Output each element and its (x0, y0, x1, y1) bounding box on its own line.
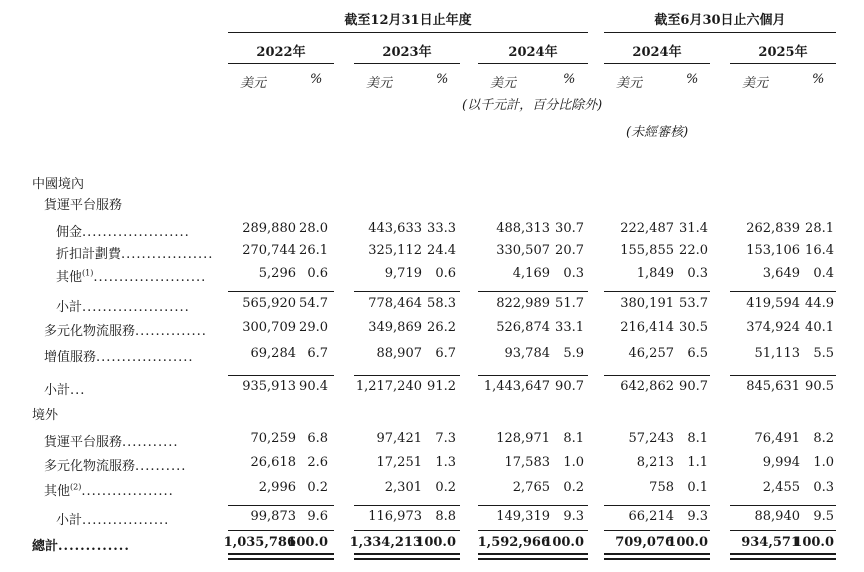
amount-cell: 88,907 (376, 346, 422, 361)
unit-pct: % (686, 72, 699, 87)
amount-cell: 9,719 (384, 266, 422, 281)
amount-cell: 270,744 (242, 243, 296, 258)
total-rule-top (604, 530, 710, 531)
amount-cell: 76,491 (754, 431, 800, 446)
percent-cell: 16.4 (805, 243, 834, 258)
percent-cell: 33.3 (427, 221, 456, 236)
row-label-text: 小計 (56, 513, 83, 528)
percent-cell: 90.7 (679, 379, 708, 394)
row-label-text: 總計 (32, 539, 59, 554)
row-label (44, 346, 194, 365)
row-label-text: 其他 (44, 484, 71, 499)
percent-cell: 6.5 (687, 346, 708, 361)
subtotal-rule (478, 375, 588, 376)
percent-cell: 44.9 (805, 296, 834, 311)
subtotal-rule (604, 505, 710, 506)
total-double-rule (228, 558, 334, 560)
year-header-2025-h1: 2025年 (758, 45, 808, 60)
percent-cell: 33.1 (555, 320, 584, 335)
amount-cell: 380,191 (620, 296, 674, 311)
year-header-2023: 2023年 (382, 45, 432, 60)
row-label-text: 多元化物流服務 (44, 324, 136, 339)
amount-cell: 709,076 (615, 535, 674, 550)
amount-cell: 1,035,786 (223, 535, 296, 550)
amount-cell: 262,839 (746, 221, 800, 236)
amount-cell: 374,924 (746, 320, 800, 335)
percent-cell: 40.1 (805, 320, 834, 335)
row-label-text: 增值服務 (44, 350, 97, 365)
row-label (56, 266, 206, 285)
amount-cell: 3,649 (762, 266, 800, 281)
amount-cell: 289,880 (242, 221, 296, 236)
leader-dots: .................. (121, 247, 214, 262)
section-domestic: 中國境內 (32, 177, 85, 192)
percent-cell: 1.3 (435, 455, 456, 470)
subtotal-rule (228, 505, 334, 506)
leader-dots: ..................... (82, 225, 190, 240)
percent-cell: 30.7 (555, 221, 584, 236)
amount-cell: 93,784 (504, 346, 550, 361)
unit-pct: % (812, 72, 825, 87)
year-header-2022: 2022年 (256, 45, 306, 60)
row-label (44, 320, 207, 339)
row-label (44, 455, 186, 474)
year-underline (604, 63, 710, 64)
amount-cell: 99,873 (250, 509, 296, 524)
percent-cell: 6.7 (307, 346, 328, 361)
percent-cell: 28.1 (805, 221, 834, 236)
leader-dots: ... (70, 383, 86, 398)
amount-cell: 778,464 (368, 296, 422, 311)
total-double-rule (730, 558, 836, 560)
percent-cell: 9.3 (687, 509, 708, 524)
amount-cell: 155,855 (620, 243, 674, 258)
percent-cell: 53.7 (679, 296, 708, 311)
total-double-rule (604, 553, 710, 555)
amount-cell: 153,106 (746, 243, 800, 258)
percent-cell: 29.0 (299, 320, 328, 335)
amount-cell: 2,455 (762, 480, 800, 495)
percent-cell: 100.0 (287, 535, 328, 550)
amount-cell: 2,765 (512, 480, 550, 495)
amount-cell: 222,487 (620, 221, 674, 236)
row-label-text: 多元化物流服務 (44, 459, 136, 474)
subtotal-rule (354, 375, 460, 376)
percent-cell: 28.0 (299, 221, 328, 236)
footnote-marker: (1) (82, 268, 94, 278)
percent-cell: 51.7 (555, 296, 584, 311)
note-unaudited: (未經審核) (626, 125, 689, 140)
row-label (56, 221, 190, 240)
percent-cell: 9.3 (563, 509, 584, 524)
row-label (56, 509, 169, 528)
percent-cell: 90.4 (299, 379, 328, 394)
percent-cell: 91.2 (427, 379, 456, 394)
amount-cell: 642,862 (620, 379, 674, 394)
subtotal-rule (730, 505, 836, 506)
leader-dots: ............. (58, 539, 130, 554)
amount-cell: 845,631 (746, 379, 800, 394)
amount-cell: 758 (649, 480, 674, 495)
total-double-rule (478, 558, 588, 560)
percent-cell: 30.5 (679, 320, 708, 335)
group-underline-h1 (604, 32, 836, 33)
unit-usd: 美元 (742, 76, 769, 91)
row-label (44, 480, 174, 499)
amount-cell: 66,214 (628, 509, 674, 524)
percent-cell: 1.0 (563, 455, 584, 470)
amount-cell: 1,849 (636, 266, 674, 281)
total-double-rule (228, 553, 334, 555)
percent-cell: 24.4 (427, 243, 456, 258)
unit-pct: % (310, 72, 323, 87)
leader-dots: ..................... (82, 300, 190, 315)
amount-cell: 935,913 (242, 379, 296, 394)
row-label-text: 貨運平台服務 (44, 435, 123, 450)
amount-cell: 526,874 (496, 320, 550, 335)
percent-cell: 100.0 (543, 535, 584, 550)
percent-cell: 9.6 (307, 509, 328, 524)
total-double-rule (354, 558, 460, 560)
year-header-2024-h1: 2024年 (632, 45, 682, 60)
total-double-rule (604, 558, 710, 560)
unit-usd: 美元 (366, 76, 393, 91)
subtotal-rule (354, 291, 460, 292)
amount-cell: 4,169 (512, 266, 550, 281)
percent-cell: 8.1 (563, 431, 584, 446)
amount-cell: 8,213 (636, 455, 674, 470)
leader-dots: ........... (122, 435, 179, 450)
leader-dots: ................... (96, 350, 194, 365)
row-label-text: 其他 (56, 270, 83, 285)
amount-cell: 5,296 (258, 266, 296, 281)
year-underline (228, 63, 334, 64)
subtotal-rule (228, 375, 334, 376)
year-underline (478, 63, 588, 64)
total-double-rule (730, 553, 836, 555)
percent-cell: 1.1 (687, 455, 708, 470)
amount-cell: 216,414 (620, 320, 674, 335)
percent-cell: 5.5 (813, 346, 834, 361)
amount-cell: 57,243 (628, 431, 674, 446)
unit-pct: % (436, 72, 449, 87)
percent-cell: 6.8 (307, 431, 328, 446)
percent-cell: 31.4 (679, 221, 708, 236)
total-rule-top (730, 530, 836, 531)
amount-cell: 325,112 (368, 243, 422, 258)
amount-cell: 70,259 (250, 431, 296, 446)
amount-cell: 1,217,240 (355, 379, 422, 394)
amount-cell: 349,869 (368, 320, 422, 335)
amount-cell: 565,920 (242, 296, 296, 311)
amount-cell: 300,709 (242, 320, 296, 335)
leader-dots: .............. (135, 324, 207, 339)
percent-cell: 54.7 (299, 296, 328, 311)
percent-cell: 8.2 (813, 431, 834, 446)
subtotal-rule (228, 291, 334, 292)
amount-cell: 1,334,213 (349, 535, 422, 550)
amount-cell: 128,971 (496, 431, 550, 446)
amount-cell: 17,583 (504, 455, 550, 470)
amount-cell: 17,251 (376, 455, 422, 470)
percent-cell: 5.9 (563, 346, 584, 361)
total-rule-top (478, 530, 588, 531)
amount-cell: 330,507 (496, 243, 550, 258)
note-thousand: (以千元計，百分比除外) (462, 98, 603, 113)
total-rule-top (228, 530, 334, 531)
amount-cell: 1,443,647 (483, 379, 550, 394)
amount-cell: 2,301 (384, 480, 422, 495)
amount-cell: 69,284 (250, 346, 296, 361)
amount-cell: 149,319 (496, 509, 550, 524)
percent-cell: 1.0 (813, 455, 834, 470)
leader-dots: .................. (81, 484, 174, 499)
section-freight-platform: 貨運平台服務 (44, 198, 123, 213)
year-underline (730, 63, 836, 64)
total-rule-top (354, 530, 460, 531)
amount-cell: 26,618 (250, 455, 296, 470)
amount-cell: 46,257 (628, 346, 674, 361)
amount-cell: 116,973 (368, 509, 422, 524)
amount-cell: 51,113 (754, 346, 800, 361)
unit-usd: 美元 (240, 76, 267, 91)
amount-cell: 9,994 (762, 455, 800, 470)
group-underline-fy (228, 32, 588, 33)
half-year-group-title: 截至6月30日止六個月 (654, 13, 786, 28)
amount-cell: 822,989 (496, 296, 550, 311)
amount-cell: 488,313 (496, 221, 550, 236)
percent-cell: 58.3 (427, 296, 456, 311)
unit-pct: % (563, 72, 576, 87)
row-label-text: 折扣計劃費 (56, 247, 122, 262)
leader-dots: .......... (135, 459, 187, 474)
percent-cell: 0.2 (435, 480, 456, 495)
percent-cell: 0.3 (813, 480, 834, 495)
amount-cell: 97,421 (376, 431, 422, 446)
subtotal-rule (604, 375, 710, 376)
percent-cell: 8.8 (435, 509, 456, 524)
amount-cell: 2,996 (258, 480, 296, 495)
leader-dots: ................. (82, 513, 170, 528)
row-label (44, 431, 178, 450)
amount-cell: 934,571 (741, 535, 800, 550)
percent-cell: 100.0 (667, 535, 708, 550)
percent-cell: 0.3 (563, 266, 584, 281)
percent-cell: 26.1 (299, 243, 328, 258)
unit-usd: 美元 (616, 76, 643, 91)
subtotal-rule (478, 291, 588, 292)
percent-cell: 100.0 (415, 535, 456, 550)
percent-cell: 0.2 (307, 480, 328, 495)
total-double-rule (354, 553, 460, 555)
year-underline (354, 63, 460, 64)
footnote-marker: (2) (70, 482, 82, 492)
leader-dots: ...................... (93, 270, 207, 285)
row-label-text: 小計 (56, 300, 83, 315)
amount-cell: 419,594 (746, 296, 800, 311)
percent-cell: 90.5 (805, 379, 834, 394)
percent-cell: 9.5 (813, 509, 834, 524)
percent-cell: 2.6 (307, 455, 328, 470)
percent-cell: 26.2 (427, 320, 456, 335)
percent-cell: 8.1 (687, 431, 708, 446)
percent-cell: 0.2 (563, 480, 584, 495)
percent-cell: 0.4 (813, 266, 834, 281)
subtotal-rule (730, 291, 836, 292)
subtotal-rule (354, 505, 460, 506)
subtotal-rule (730, 375, 836, 376)
percent-cell: 100.0 (793, 535, 834, 550)
percent-cell: 7.3 (435, 431, 456, 446)
row-label-text: 佣金 (56, 225, 83, 240)
row-label (44, 379, 85, 398)
percent-cell: 22.0 (679, 243, 708, 258)
row-label (56, 243, 213, 262)
section-overseas: 境外 (32, 408, 59, 423)
percent-cell: 0.6 (435, 266, 456, 281)
year-header-2024: 2024年 (508, 45, 558, 60)
row-label (56, 296, 190, 315)
percent-cell: 6.7 (435, 346, 456, 361)
percent-cell: 20.7 (555, 243, 584, 258)
amount-cell: 1,592,966 (477, 535, 550, 550)
row-label (32, 535, 130, 554)
percent-cell: 90.7 (555, 379, 584, 394)
subtotal-rule (478, 505, 588, 506)
subtotal-rule (604, 291, 710, 292)
row-label-text: 小計 (44, 383, 71, 398)
unit-usd: 美元 (490, 76, 517, 91)
total-double-rule (478, 553, 588, 555)
percent-cell: 0.1 (687, 480, 708, 495)
amount-cell: 443,633 (368, 221, 422, 236)
percent-cell: 0.3 (687, 266, 708, 281)
fiscal-year-group-title: 截至12月31日止年度 (344, 13, 472, 28)
percent-cell: 0.6 (307, 266, 328, 281)
amount-cell: 88,940 (754, 509, 800, 524)
